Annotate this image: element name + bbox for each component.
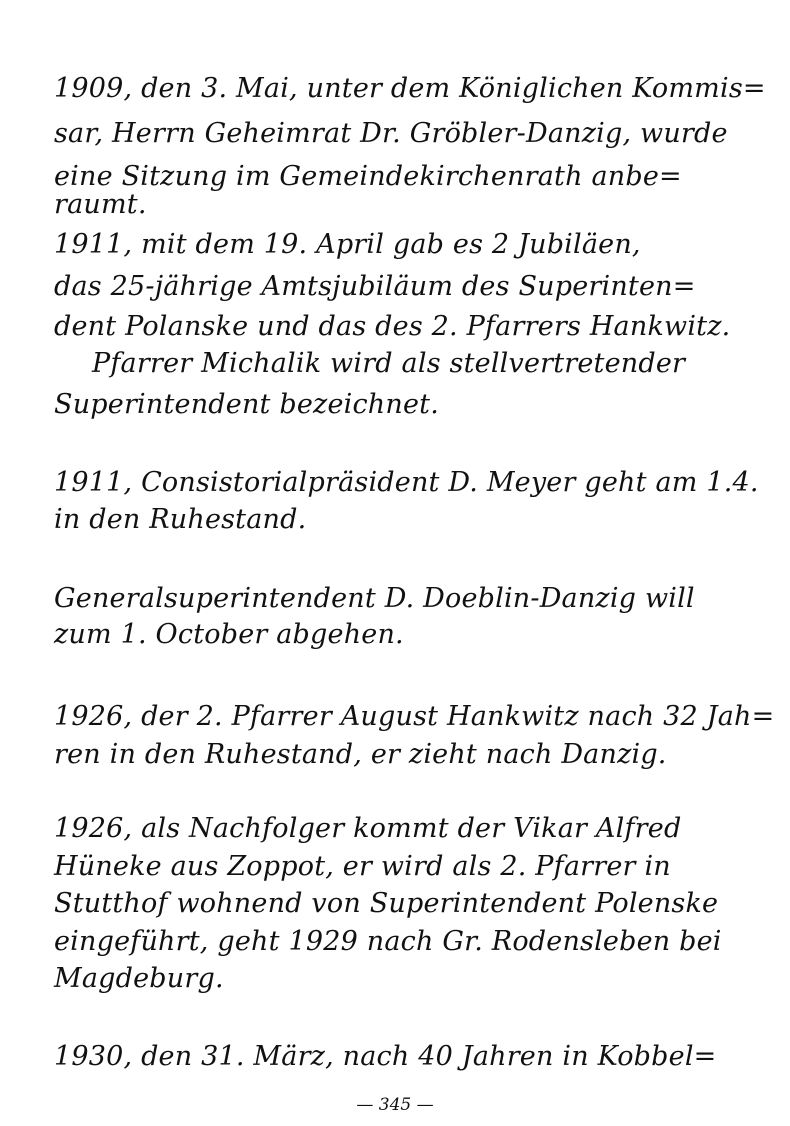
paragraph-6-line-3: Stutthof wohnend von Superintendent Polenske xyxy=(54,888,719,919)
page-number: — 345 — xyxy=(356,1095,434,1115)
paragraph-1-line-1: 1909, den 3. Mai, unter dem Königlichen Kommis= xyxy=(54,73,766,104)
paragraph-6-line-4: eingeführt, geht 1929 nach Gr. Rodensleben bei xyxy=(54,926,722,957)
paragraph-5-line-1: 1926, der 2. Pfarrer August Hankwitz nach 32 Jah= xyxy=(54,701,775,732)
paragraph-1-line-4: raumt. xyxy=(54,189,147,220)
paragraph-3-line-2: in den Ruhestand. xyxy=(54,504,307,535)
paragraph-3-line-1: 1911, Consistorialpräsident D. Meyer geht am 1.4. xyxy=(54,467,759,498)
paragraph-5-line-2: ren in den Ruhestand, er zieht nach Danzig. xyxy=(54,739,667,770)
paragraph-2-line-3: dent Polanske und das des 2. Pfarrers Hankwitz. xyxy=(54,311,731,342)
paragraph-6-line-2: Hüneke aus Zoppot, er wird als 2. Pfarrer in xyxy=(54,851,671,882)
paragraph-6-line-5: Magdeburg. xyxy=(54,963,224,994)
paragraph-2-line-2: das 25-jährige Amtsjubiläum des Superinten= xyxy=(54,271,696,302)
paragraph-7-line-1: 1930, den 31. März, nach 40 Jahren in Kobbel= xyxy=(54,1041,717,1072)
paragraph-6-line-1: 1926, als Nachfolger kommt der Vikar Alfred xyxy=(54,813,682,844)
paragraph-4-line-1: Generalsuperintendent D. Doeblin-Danzig will xyxy=(54,583,695,614)
paragraph-1-line-2: sar, Herrn Geheimrat Dr. Gröbler-Danzig, wurde xyxy=(54,118,728,149)
paragraph-1-line-3: eine Sitzung im Gemeindekirchenrath anbe= xyxy=(54,161,682,192)
paragraph-2-line-1: 1911, mit dem 19. April gab es 2 Jubiläen, xyxy=(54,229,641,260)
paragraph-2-line-4: Pfarrer Michalik wird als stellvertretender xyxy=(92,348,686,379)
paragraph-4-line-2: zum 1. October abgehen. xyxy=(54,619,404,650)
paragraph-2-line-5: Superintendent bezeichnet. xyxy=(54,389,439,420)
